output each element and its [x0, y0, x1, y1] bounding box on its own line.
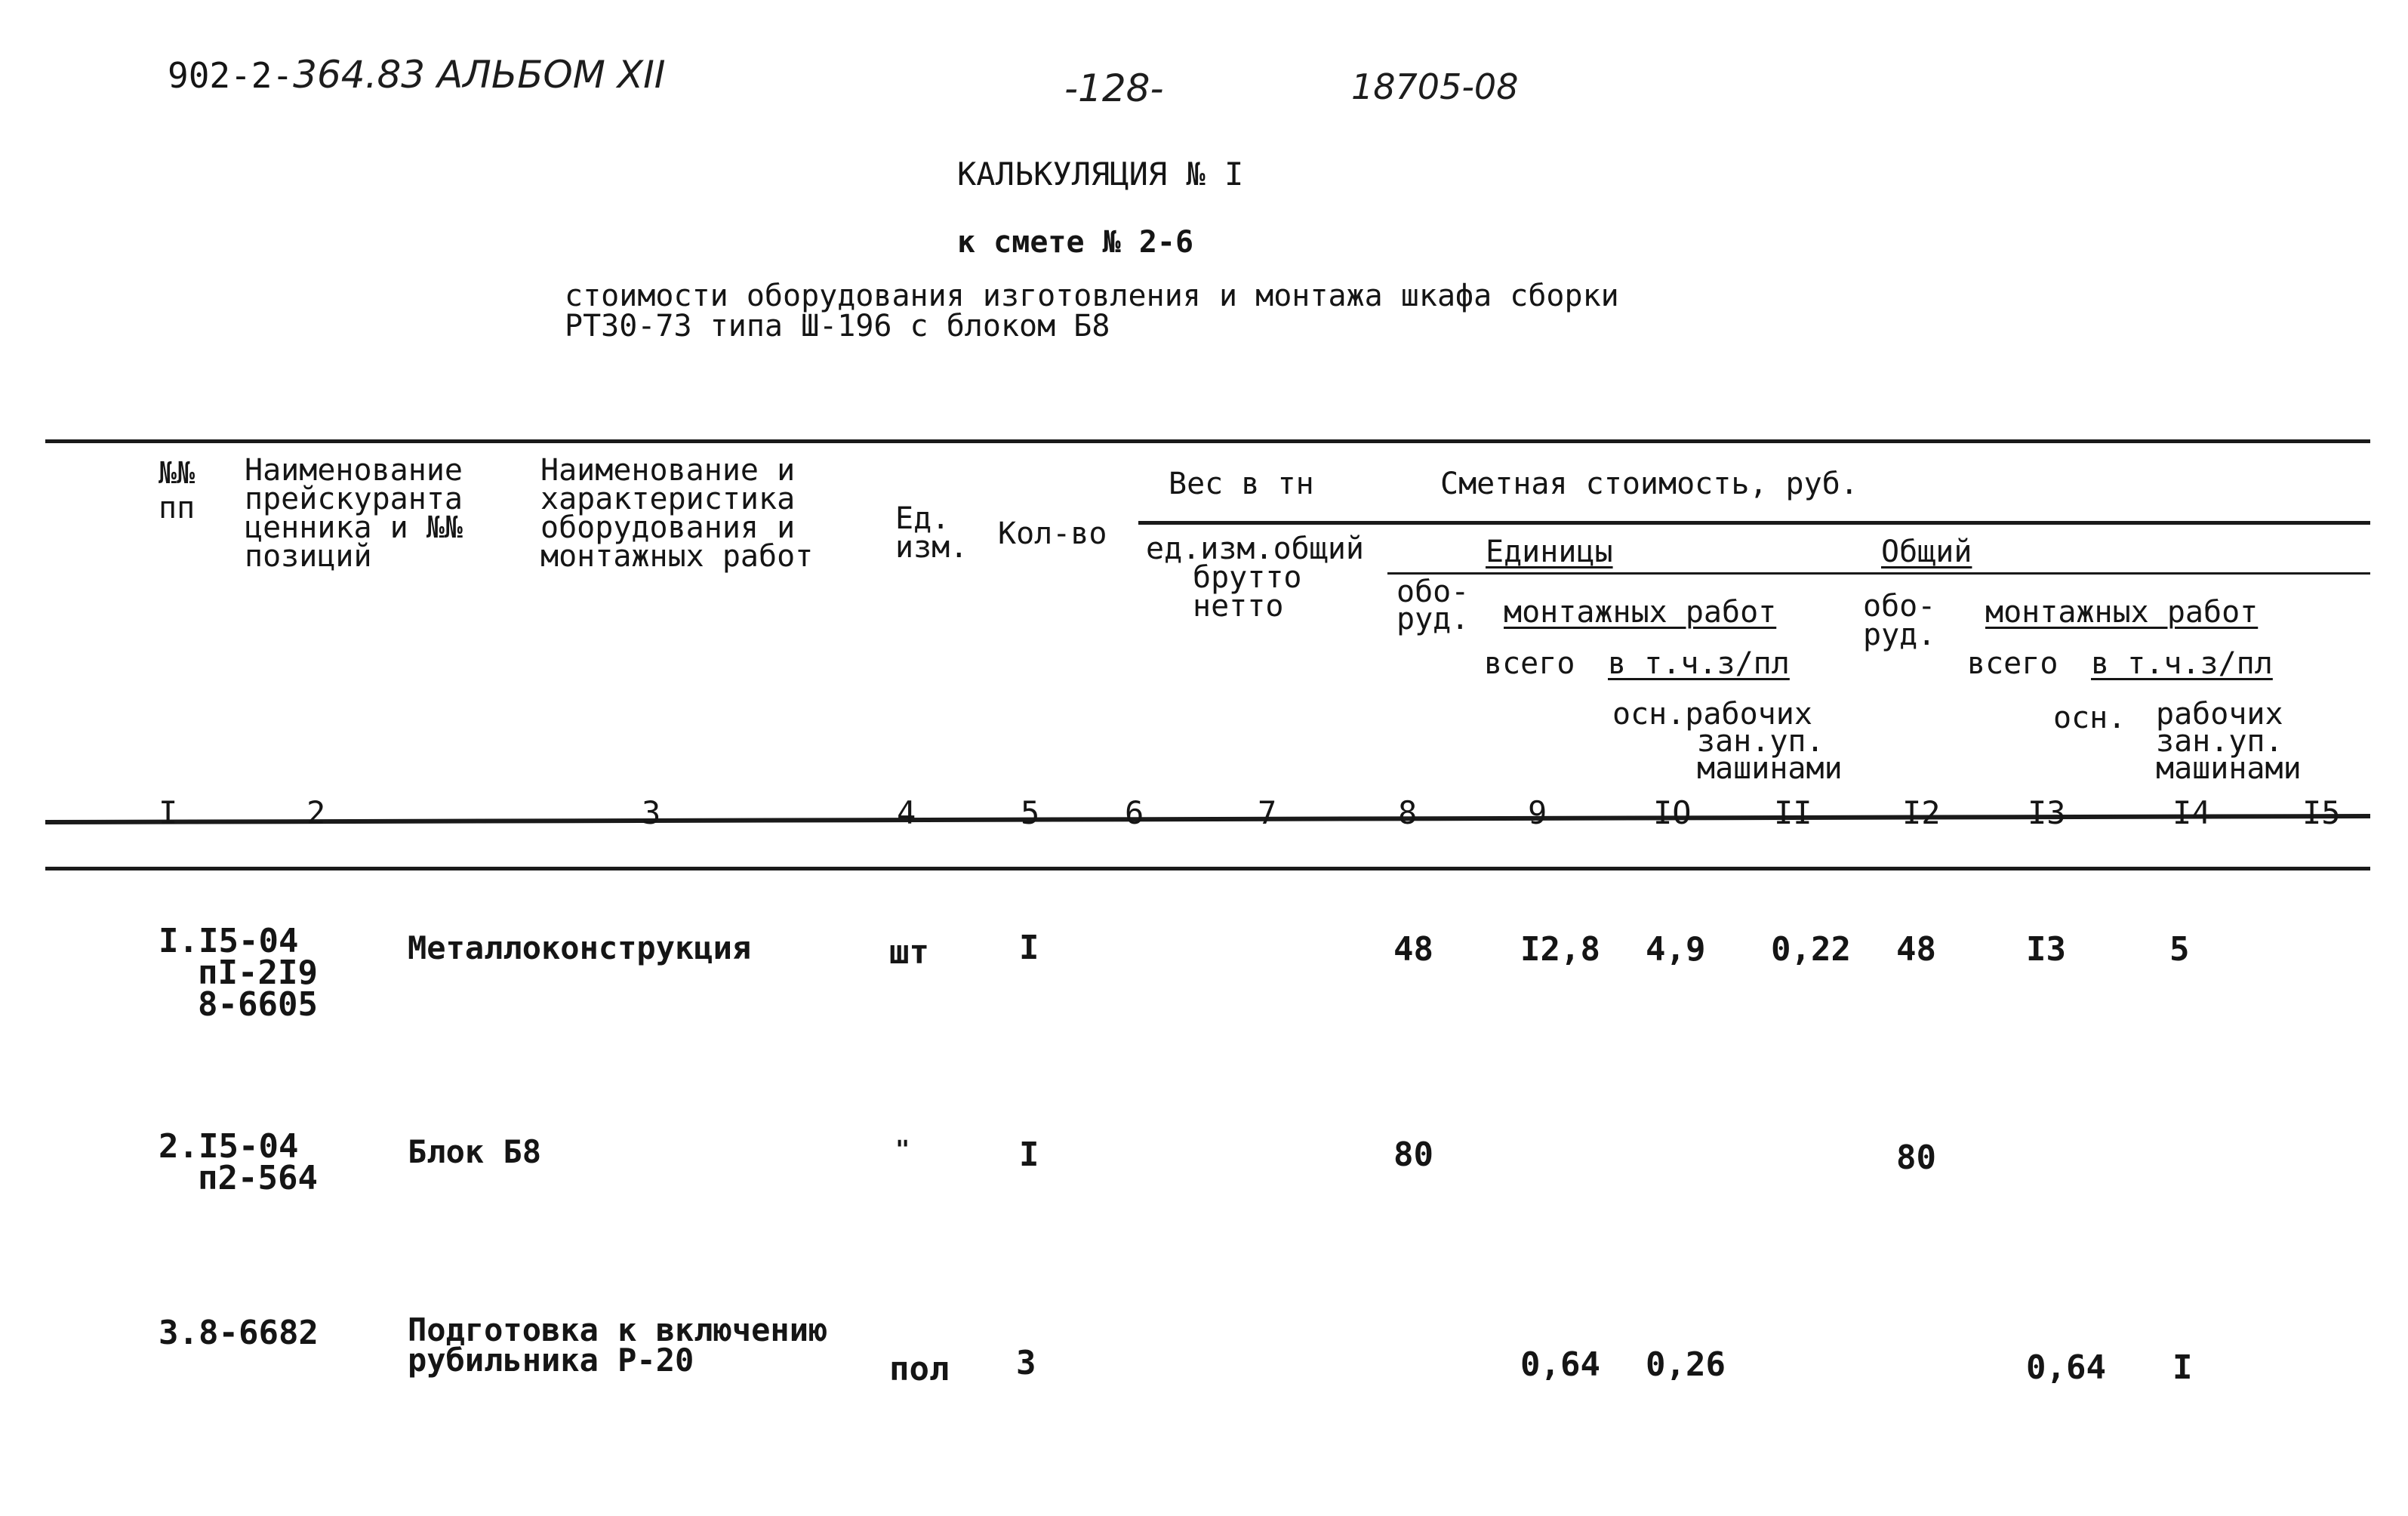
document-title: КАЛЬКУЛЯЦИЯ № I — [957, 156, 1244, 193]
column-number-2: 2 — [306, 794, 326, 831]
header-weight-group: Вес в тн — [1169, 467, 1314, 501]
page-number: -128- — [1064, 66, 1164, 110]
column-number-5: 5 — [1021, 794, 1040, 831]
project-code — [168, 53, 666, 97]
document-description — [565, 279, 1619, 344]
header-col-quantity: Кол-во — [998, 516, 1107, 551]
row-2-equipment-total: 80 — [1896, 1139, 1936, 1177]
header-col-number: №№ пп — [159, 456, 196, 525]
row-3-mounting-all: 0,64 — [1520, 1345, 1600, 1384]
column-number-12: I2 — [1902, 794, 1941, 831]
row-2-code: 2.I5-04 п2-564 — [159, 1127, 318, 1197]
header-mounting-total: монтажных работ — [1985, 595, 2259, 630]
header-workers-unit: осн.рабочих зан.уп. машинами — [1612, 697, 1843, 786]
row-1-mounting-base: 4,9 — [1646, 930, 1706, 969]
header-col-pricelist: Наименование прейскуранта ценника и №№ позиций — [245, 453, 463, 574]
header-mounting-unit: монтажных работ — [1504, 595, 1777, 630]
column-number-15: I5 — [2302, 794, 2341, 831]
row-3-name: Подготовка к включению рубильника Р-20 — [408, 1311, 828, 1379]
description-line-1: стоимости оборудования изготовления и монтажа шкафа сборки — [565, 279, 1619, 313]
row-2-equipment-unit: 80 — [1393, 1135, 1433, 1174]
header-weight-sub — [1146, 532, 1364, 624]
header-col-description: Наименование и характеристика оборудования и монтажных работ — [540, 453, 814, 574]
row-2-unit: " — [895, 1135, 910, 1163]
smeta-reference: к смете № 2-6 — [957, 225, 1194, 260]
row-1-mounting-total-all: I3 — [2026, 930, 2066, 969]
header-bottom-rule — [45, 867, 2370, 870]
row-1-mounting-all: I2,8 — [1520, 930, 1600, 969]
column-number-7: 7 — [1258, 794, 1277, 831]
header-cost-group: Сметная стоимость, руб. — [1440, 467, 1858, 501]
header-weight-gross: брутто — [1193, 560, 1302, 595]
row-1-mounting-machines: 0,22 — [1771, 930, 1851, 969]
row-1-name: Металлоконструкция — [408, 929, 752, 966]
row-1-unit: шт — [889, 933, 929, 972]
row-3-mounting-total-base: I — [2172, 1348, 2193, 1387]
header-workers-total-base: осн. — [2053, 701, 2126, 735]
column-number-6: 6 — [1125, 794, 1144, 831]
row-2-name: Блок Б8 — [408, 1133, 542, 1170]
header-total-group: Общий — [1881, 535, 1972, 569]
column-number-10: IO — [1653, 794, 1692, 831]
row-1-equipment-total: 48 — [1896, 930, 1936, 969]
project-code-typed: 902-2- — [168, 55, 294, 96]
row-3-quantity: 3 — [1016, 1344, 1036, 1382]
description-line-2: РТ30-73 типа Ш-196 с блоком Б8 — [565, 309, 1110, 344]
header-equipment-total: обо- руд. — [1863, 589, 1936, 652]
header-incl-wages-total: в т.ч.з/пл — [2091, 646, 2273, 681]
column-number-rule — [45, 814, 2370, 824]
registration-number: 18705-08 — [1351, 66, 1519, 107]
row-1-equipment-unit: 48 — [1393, 930, 1433, 969]
column-number-14: I4 — [2172, 794, 2211, 831]
cost-header-rule — [1138, 521, 2370, 525]
column-number-11: II — [1774, 794, 1812, 831]
column-number-13: I3 — [2028, 794, 2066, 831]
row-1-quantity: I — [1019, 929, 1039, 967]
row-1-code: I.I5-04 пI-2I9 8-6605 — [159, 922, 318, 1024]
row-3-code: 3.8-6682 — [159, 1314, 319, 1352]
row-2-quantity: I — [1019, 1135, 1039, 1174]
column-number-8: 8 — [1398, 794, 1418, 831]
header-weight-per-unit-total: ед.изм.общий — [1146, 532, 1364, 566]
row-3-unit: пол — [889, 1350, 950, 1388]
header-workers-total: рабочих зан.уп. машинами — [2156, 697, 2302, 786]
header-all-total: всего — [1967, 646, 2059, 681]
header-all-unit: всего — [1484, 646, 1575, 681]
project-code-handwritten: 364.83 АЛЬБОМ XII — [293, 53, 666, 97]
column-number-4: 4 — [897, 794, 916, 831]
table-top-rule — [45, 439, 2370, 443]
row-3-mounting-base: 0,26 — [1646, 1345, 1726, 1384]
column-number-3: 3 — [642, 794, 661, 831]
unit-group-rule — [1387, 572, 2370, 575]
row-3-mounting-total-all: 0,64 — [2026, 1348, 2106, 1387]
column-number-9: 9 — [1528, 794, 1547, 831]
header-unit-group: Единицы — [1486, 535, 1613, 569]
header-equipment-unit: обо- руд. — [1396, 575, 1470, 636]
column-number-1: I — [159, 794, 178, 831]
header-incl-wages-unit: в т.ч.з/пл — [1608, 646, 1790, 681]
row-1-mounting-total-base: 5 — [2169, 930, 2190, 969]
header-col-unit: Ед. изм. — [895, 501, 968, 565]
header-weight-net: нетто — [1193, 589, 1284, 624]
